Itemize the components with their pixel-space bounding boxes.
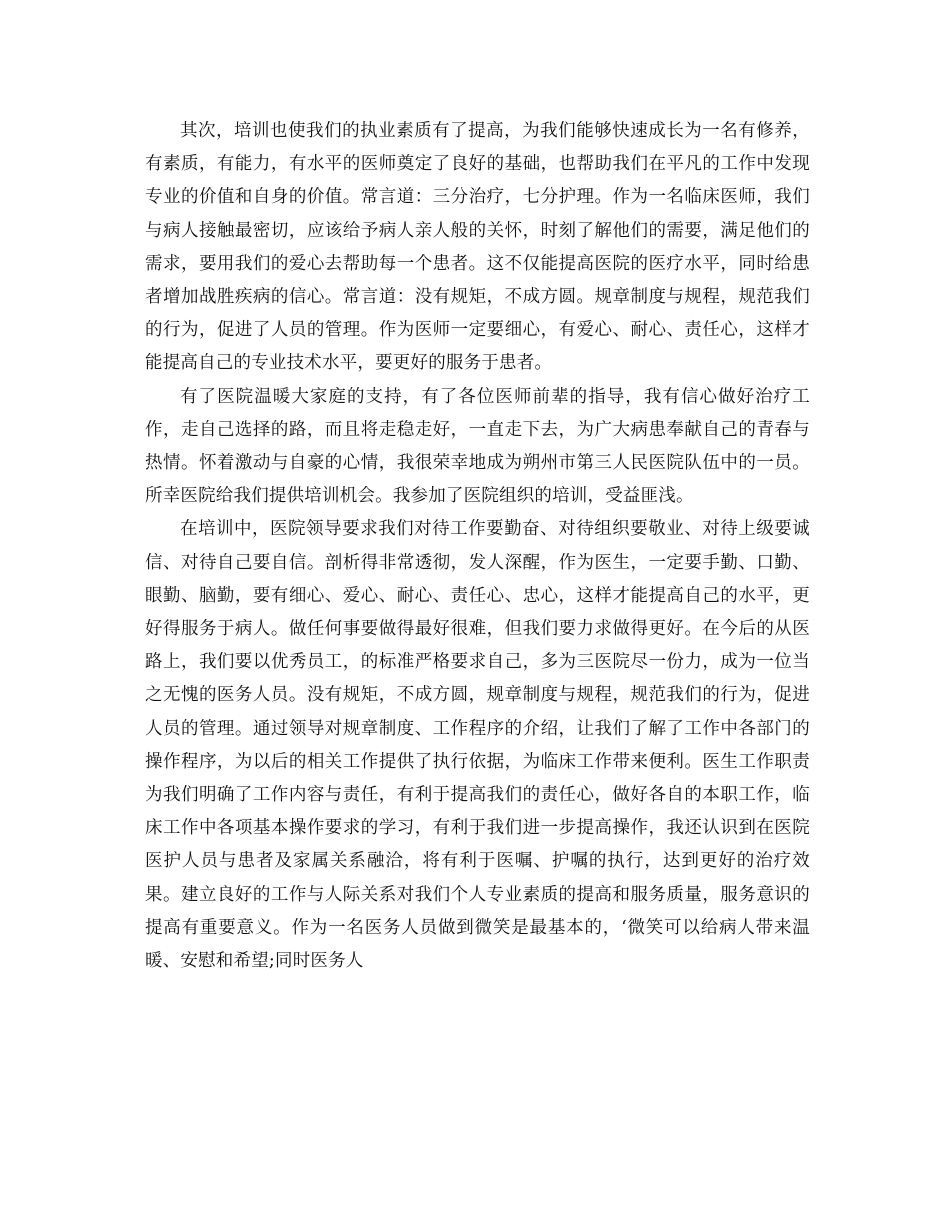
paragraph-2: 有了医院温暖大家庭的支持，有了各位医师前辈的指导，我有信心做好治疗工作，走自己选择的路，而且将走稳走好，一直走下去，为广大病患奉献自己的青春与热情。怀着激动与自豪的心情，我很荣幸地成为朔州市第三人民医院队伍中的一员。所幸医院给我们提供培训机会。我参加了医院组织的培训，受益匪浅。: [145, 386, 810, 507]
paragraph-1: 其次，培训也使我们的执业素质有了提高，为我们能够快速成长为一名有修养，有素质，有能力，有水平的医师奠定了良好的基础，也帮助我们在平凡的工作中发现专业的价值和自身的价值。常言道：三分治疗，七分护理。作为一名临床医师，我们与病人接触最密切，应该给予病人亲人般的关怀，时刻了解他们的需要，满足他们的需求，要用我们的爱心去帮助每一个患者。这不仅能提高医院的医疗水平，同时给患者增加战胜疾病的信心。常言道：没有规矩，不成方圆。规章制度与规程，规范我们的行为，促进了人员的管理。作为医师一定要细心，有爱心、耐心、责任心，这样才能提高自己的专业技术水平，要更好的服务于患者。: [145, 121, 810, 374]
document-body: [145, 115, 810, 978]
paragraph-3: 在培训中，医院领导要求我们对待工作要勤奋、对待组织要敬业、对待上级要诚信、对待自己要自信。剖析得非常透彻，发人深醒，作为医生，一定要手勤、口勤、眼勤、脑勤，要有细心、爱心、耐心、责任心、忠心，这样才能提高自己的水平，更好得服务于病人。做任何事要做得最好很难，但我们要力求做得更好。在今后的从医路上，我们要以优秀员工，的标准严格要求自己，多为三医院尽一份力，成为一位当之无愧的医务人员。没有规矩，不成方圆，规章制度与规程，规范我们的行为，促进人员的管理。通过领导对规章制度、工作程序的介绍，让我们了解了工作中各部门的操作程序，为以后的相关工作提供了执行依据，为临床工作带来便利。医生工作职责为我们明确了工作内容与责任，有利于提高我们的责任心，做好各自的本职工作，临床工作中各项基本操作要求的学习，有利于我们进一步提高操作，我还认识到在医院医护人员与患者及家属关系融洽，将有利于医嘱、护嘱的执行，达到更好的治疗效果。建立良好的工作与人际关系对我们个人专业素质的提高和服务质量，服务意识的提高有重要意义。作为一名医务人员做到微笑是最基本的，‘微笑可以给病人带来温暖、安慰和希望;同时医务人: [145, 519, 810, 972]
